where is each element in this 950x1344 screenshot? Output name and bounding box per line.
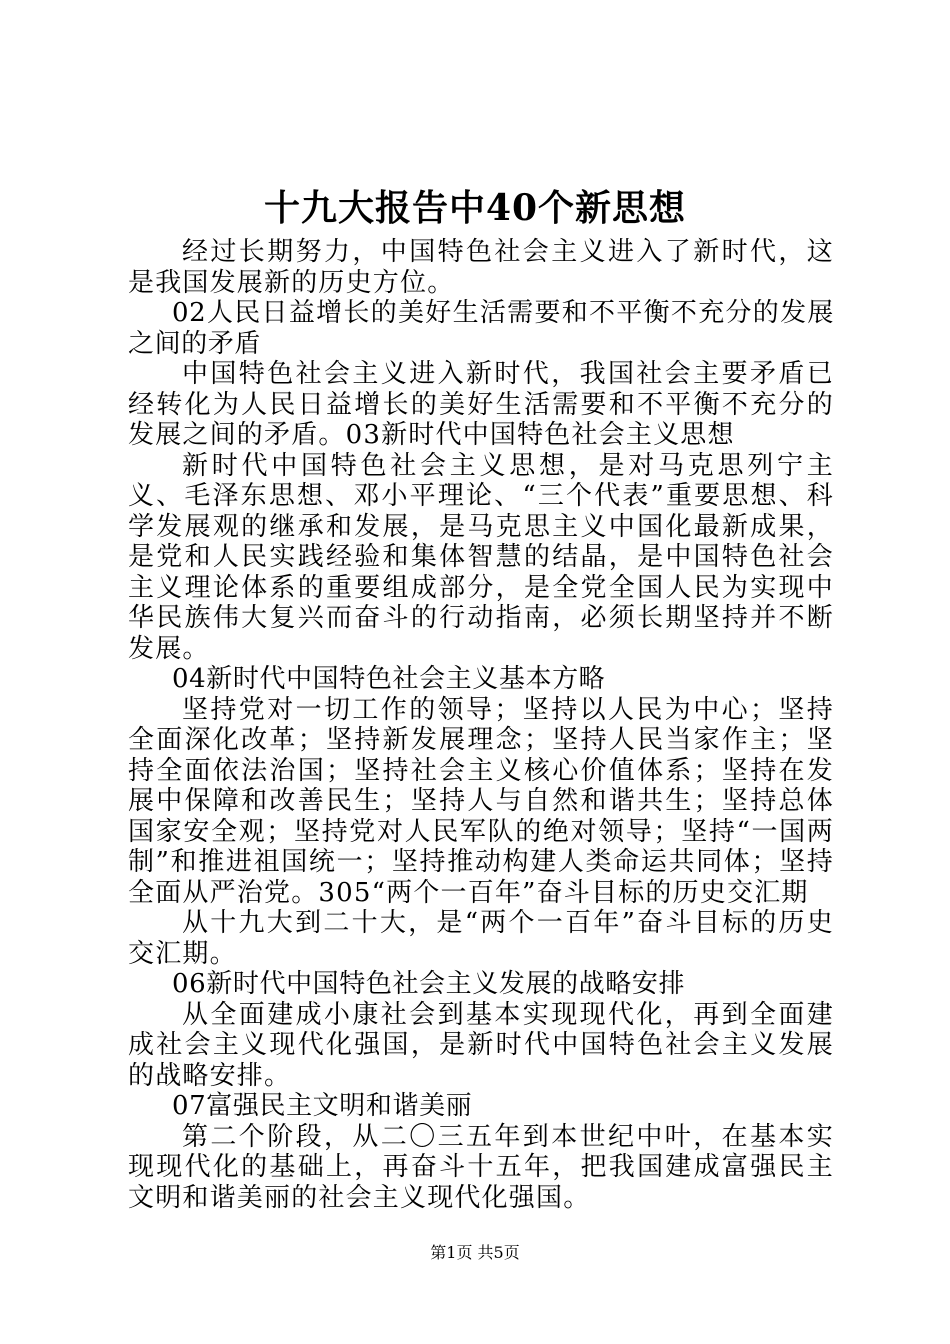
- document-title: 十九大报告中40个新思想: [263, 187, 687, 229]
- paragraph: 经过长期努力，中国特色社会主义进入了新时代，这是我国发展新的历史方位。: [128, 237, 834, 298]
- section-heading: 06新时代中国特色社会主义发展的战略安排: [172, 969, 686, 999]
- document-body: [128, 237, 834, 1213]
- section-heading: 07富强民主文明和谐美丽: [172, 1091, 473, 1121]
- section-heading: 04新时代中国特色社会主义基本方略: [172, 664, 606, 694]
- paragraph: 从十九大到二十大，是“两个一百年”奋斗目标的历史交汇期。: [128, 908, 834, 969]
- paragraph: 第二个阶段，从二〇三五年到本世纪中叶，在基本实现现代化的基础上，再奋斗十五年，把我国建成富强民主文明和谐美丽的社会主义现代化强国。: [128, 1121, 834, 1213]
- section-heading: 02人民日益增长的美好生活需要和不平衡不充分的发展之间的矛盾: [128, 298, 834, 359]
- paragraph: 中国特色社会主义进入新时代，我国社会主要矛盾已经转化为人民日益增长的美好生活需要和不平衡不充分的发展之间的矛盾。03新时代中国特色社会主义思想: [128, 359, 834, 450]
- paragraph: 新时代中国特色社会主义思想，是对马克思列宁主义、毛泽东思想、邓小平理论、“三个代表”重要思想、科学发展观的继承和发展，是马克思主义中国化最新成果，是党和人民实践经验和集体智慧的结晶，是中国特色社会主义理论体系的重要组成部分，是全党全国人民为实现中华民族伟大复兴而奋斗的行动指南，必须长期坚持并不断发展。: [128, 450, 834, 664]
- paragraph: 坚持党对一切工作的领导；坚持以人民为中心；坚持全面深化改革；坚持新发展理念；坚持人民当家作主；坚持全面依法治国；坚持社会主义核心价值体系；坚持在发展中保障和改善民生；坚持人与自然和谐共生；坚持总体国家安全观；坚持党对人民军队的绝对领导；坚持“一国两制”和推进祖国统一；坚持推动构建人类命运共同体；坚持全面从严治党。305“两个一百年”奋斗目标的历史交汇期: [128, 694, 834, 908]
- paragraph: 从全面建成小康社会到基本实现现代化，再到全面建成社会主义现代化强国，是新时代中国特色社会主义发展的战略安排。: [128, 999, 834, 1091]
- page-number-footer: 第1页 共5页: [430, 1243, 520, 1262]
